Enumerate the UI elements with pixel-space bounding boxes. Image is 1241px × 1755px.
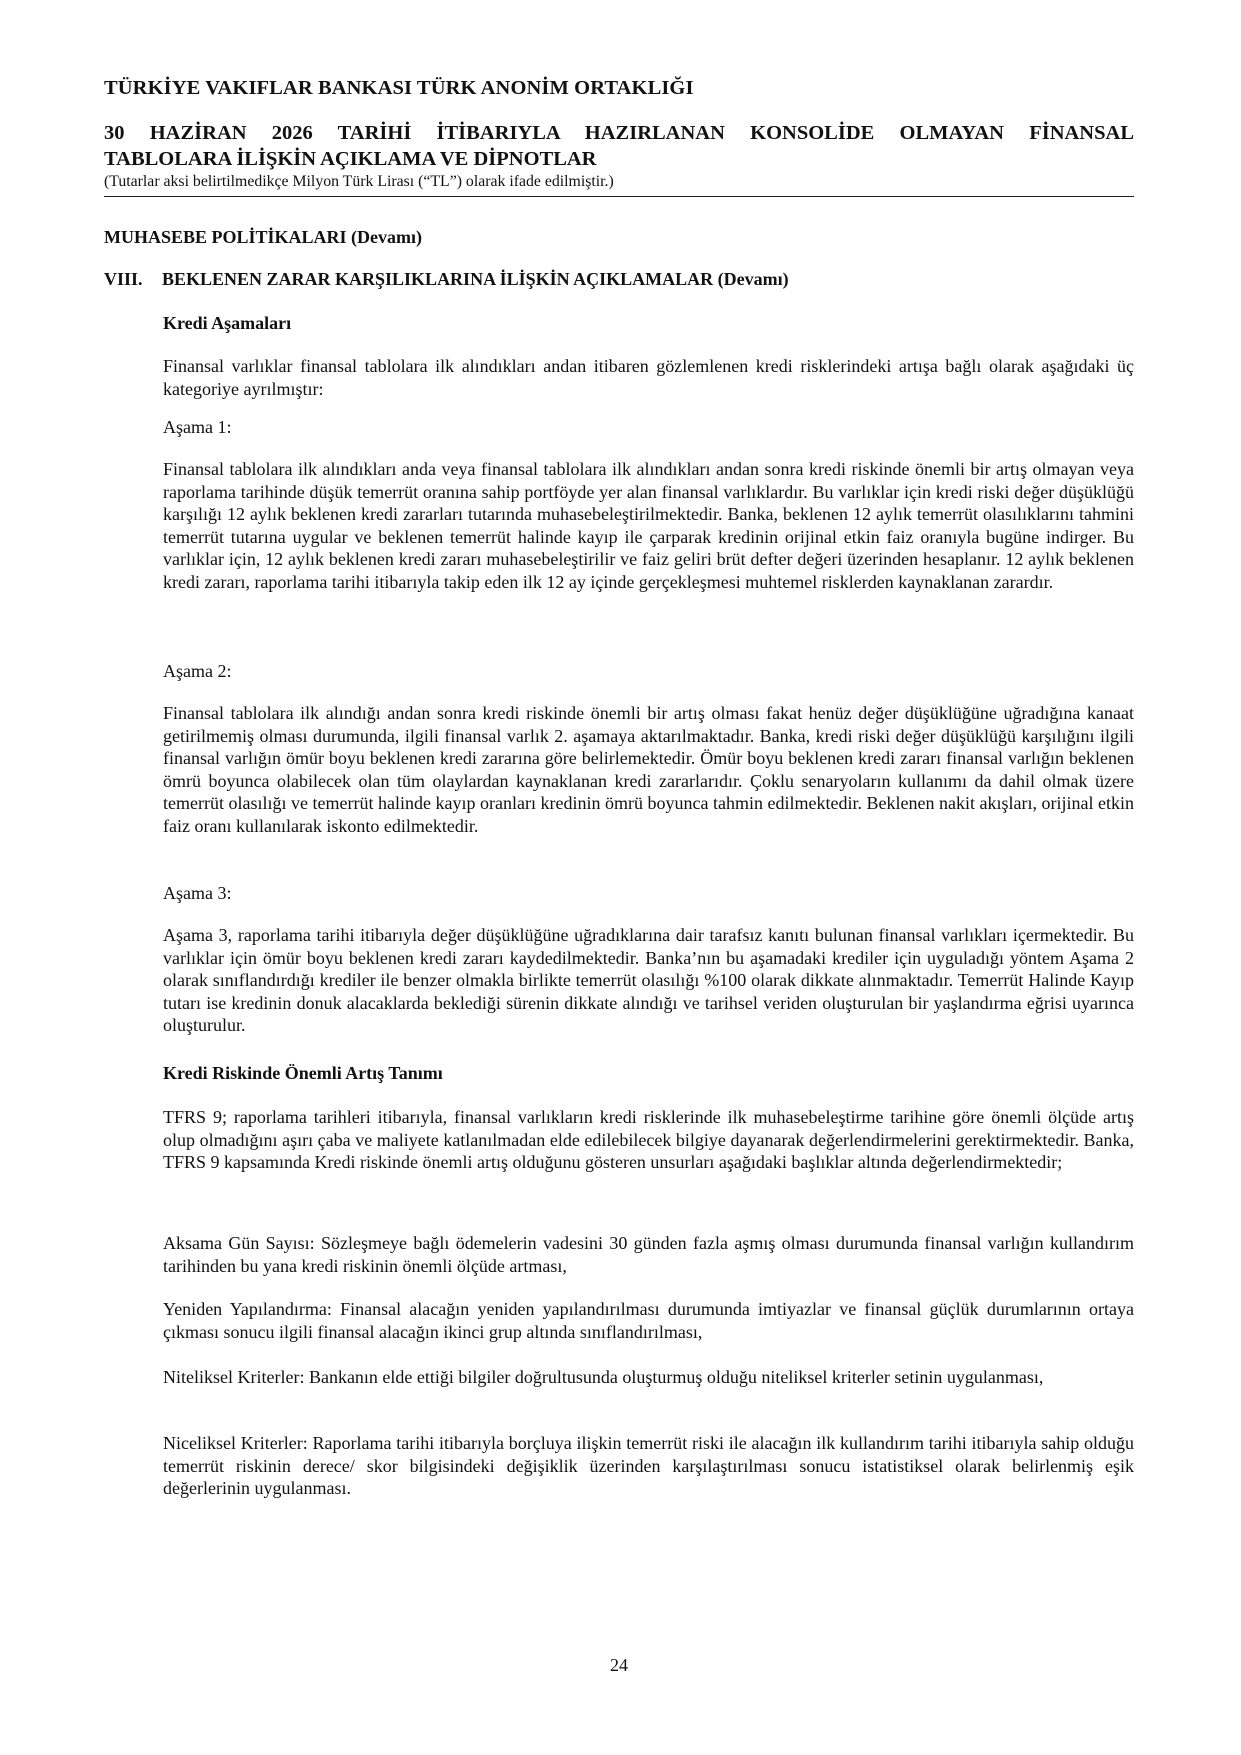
sicr-intro-text: TFRS 9; raporlama tarihleri itibarıyla, finansal varlıkların kredi risklerinde ilk muhasebeleştirme tarihine göre önemli ölçüde artış olup olmadığını aşırı çaba ve maliyete katlanılmadan elde edilebilecek bilgiye dayanarak değerlendirmelerini gerektirmektedir. Banka, TFRS 9 kapsamında Kredi riskinde önemli artış olduğunu gösteren unsurları aşağıdaki başlıklar altında değerlendirmektedir; <box>163 1107 1134 1173</box>
stage-3-description <box>163 924 1134 1037</box>
sicr-item-qualitative <box>163 1366 1134 1389</box>
stages-heading: Kredi Aşamaları <box>163 313 292 333</box>
document-title-line-2: TABLOLARA İLİŞKİN AÇIKLAMA VE DİPNOTLAR <box>104 148 597 170</box>
subsection-title-text: BEKLENEN ZARAR KARŞILIKLARINA İLİŞKİN AÇIKLAMALAR (Devamı) <box>162 269 789 289</box>
sicr-intro <box>163 1106 1134 1174</box>
sicr-item-1-text: Aksama Gün Sayısı: Sözleşmeye bağlı ödemelerin vadesini 30 günden fazla aşmış olması durumunda finansal varlığın kullandırım tarihinden bu yana kredi riskinin önemli ölçüde artması, <box>163 1233 1134 1276</box>
subsection-number: VIII. <box>104 269 143 289</box>
stage-1-label: Aşama 1: <box>163 417 232 437</box>
stage-3-label: Aşama 3: <box>163 883 232 903</box>
sicr-item-3-text: Niteliksel Kriterler: Bankanın elde ettiği bilgiler doğrultusunda oluşturmuş olduğu niteliksel kriterler setinin uygulanması, <box>163 1367 1044 1387</box>
stage-2-description <box>163 702 1134 838</box>
units-note: (Tutarlar aksi belirtilmedikçe Milyon Türk Lirası (“TL”) olarak ifade edilmiştir.) <box>104 173 614 190</box>
stages-intro-text: Finansal varlıklar finansal tablolara ilk alındıkları andan itibaren gözlemlenen kredi risklerindeki artışa bağlı olarak aşağıdaki üç kategoriye ayrılmıştır: <box>163 356 1134 399</box>
stage-1-text: Finansal tablolara ilk alındıkları anda veya finansal tablolara ilk alındıkları andan sonra kredi riskinde önemli bir artış olmayan veya raporlama tarihinde düşük temerrüt oranına sahip portföyde yer alan finansal varlıklardır. Bu varlıklar için kredi riski değer düşüklüğü karşılığı 12 aylık beklenen kredi zararları tutarında muhasebeleştirilmektedir. Banka, beklenen 12 aylık temerrüt olasılıklarını tahmini temerrüt tutarına uygular ve beklenen temerrüt halinde kayıp ile çarparak kredinin orijinal etkin faiz oranıyla bugüne indirger. Bu varlıklar için, 12 aylık beklenen kredi zararı muhasebeleştirilir ve faiz geliri brüt defter değeri üzerinden hesaplanır. 12 aylık beklenen kredi zararı, raporlama tarihi itibarıyla takip eden ilk 12 ay içinde gerçekleşmesi muhtemel risklerden kaynaklanan zarardır. <box>163 459 1134 592</box>
sicr-item-days-past-due <box>163 1232 1134 1277</box>
document-title <box>104 120 1134 172</box>
stage-2-label: Aşama 2: <box>163 661 232 681</box>
stages-intro <box>163 355 1134 400</box>
page-number: 24 <box>610 1655 628 1675</box>
subsection-title <box>104 269 789 290</box>
sicr-item-4-text: Niceliksel Kriterler: Raporlama tarihi itibarıyla borçluya ilişkin temerrüt riski ile alacağın ilk kullandırım tarihi itibarıyla sahip olduğu temerrüt riskinin derece/ skor bilgisindeki değişiklik üzerinden karşılaştırılması sonucu istatistiksel olarak belirlenmiş eşik değerlerinin uygulanması. <box>163 1433 1134 1499</box>
sicr-item-quantitative <box>163 1432 1134 1500</box>
stage-3-text: Aşama 3, raporlama tarihi itibarıyla değer düşüklüğüne uğradıklarına dair tarafsız kanıtı bulunan finansal varlıkları içermektedir. Bu varlıklar için ömür boyu beklenen kredi zararı kaydedilmektedir. Banka’nın bu aşamadaki krediler için uyguladığı yöntem Aşama 2 olarak sınıflandırdığı krediler ile benzer olmakla birlikte temerrüt olasılığı %100 olarak dikkate alınmaktadır. Temerrüt Halinde Kayıp tutarı ise kredinin donuk alacaklarda beklediği sürenin dikkate alındığı ve tarihsel veriden oluşturulan bir yaşlandırma eğrisi uyarınca oluşturulur. <box>163 925 1134 1036</box>
document-page <box>104 0 1134 1755</box>
stage-1-description <box>163 458 1134 594</box>
bank-name: TÜRKİYE VAKIFLAR BANKASI TÜRK ANONİM ORTAKLIĞI <box>104 77 694 99</box>
sicr-item-2-text: Yeniden Yapılandırma: Finansal alacağın yeniden yapılandırılması durumunda imtiyazlar ve finansal güçlük durumlarının ortaya çıkması sonucu ilgili finansal alacağın ikinci grup altında sınıflandırılması, <box>163 1299 1134 1342</box>
sicr-item-restructuring <box>163 1298 1134 1343</box>
header-divider <box>104 196 1134 197</box>
sicr-heading: Kredi Riskinde Önemli Artış Tanımı <box>163 1063 443 1083</box>
document-title-line-1: 30 HAZİRAN 2026 TARİHİ İTİBARIYLA HAZIRLANAN KONSOLİDE OLMAYAN FİNANSAL <box>104 122 1134 144</box>
section-title: MUHASEBE POLİTİKALARI (Devamı) <box>104 227 423 247</box>
stage-2-text: Finansal tablolara ilk alındığı andan sonra kredi riskinde önemli bir artış olması fakat henüz değer düşüklüğüne uğradığına kanaat getirilmemiş olması durumunda, ilgili finansal varlık 2. aşamaya aktarılmaktadır. Banka, kredi riski değer düşüklüğü karşılığını ilgili finansal varlığın ömür boyu beklenen kredi zararına göre belirlemektedir. Ömür boyu beklenen kredi zararı finansal varlığın beklenen ömrü boyunca olabilecek olan tüm olaylardan kaynaklanan kredi zararlarıdır. Çoklu senaryoların kullanımı da dahil olmak üzere temerrüt olasılığı ve temerrüt halinde kayıp oranları kredinin ömrü boyunca tahmin edilmektedir. Beklenen nakit akışları, orijinal etkin faiz oranı kullanılarak iskonto edilmektedir. <box>163 703 1134 836</box>
